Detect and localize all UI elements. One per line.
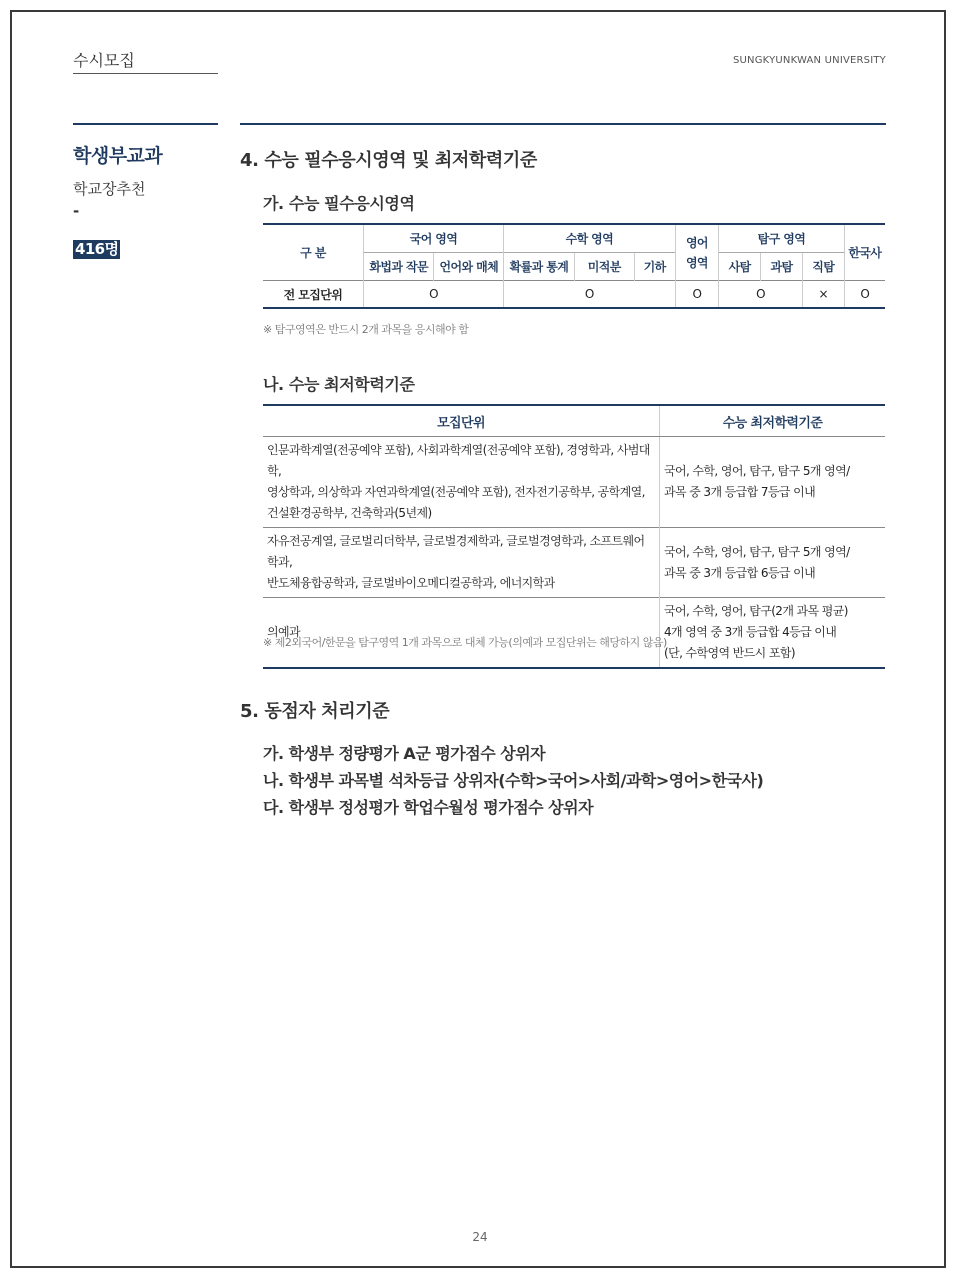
col-inquiry-sub-3: 직탐 — [802, 253, 844, 281]
section-label: 수시모집 — [73, 51, 135, 70]
col-math-sub-2: 미적분 — [574, 253, 634, 281]
unit-cell — [263, 437, 660, 528]
row-label: 전 모집단위 — [263, 281, 363, 309]
criteria-line: 과목 중 3개 등급합 7등급 이내 — [664, 485, 816, 499]
unit-line: 영상학과, 의상학과 자연과학계열(전공예약 포함), 전자전기공학부, 공학계열, — [267, 485, 645, 499]
section-5-title: 5. 동점자 처리기준 — [240, 701, 390, 722]
unit-cell — [263, 598, 660, 669]
col-inquiry-sub-1: 사탐 — [719, 253, 761, 281]
criteria-line: 과목 중 3개 등급합 6등급 이내 — [664, 565, 816, 580]
main-rule — [240, 123, 886, 125]
cell-korean: O — [363, 281, 503, 309]
section-label-underline — [73, 73, 218, 74]
col-inquiry-sub-2: 과탐 — [761, 253, 803, 281]
category-title: 학생부교과 — [73, 145, 163, 167]
col-english-line1: 영어 — [685, 236, 708, 250]
category-subtitle: 학교장추천 — [73, 180, 146, 198]
col-gubun: 구 분 — [300, 246, 326, 260]
page-number: 24 — [472, 1230, 488, 1244]
section-4-title: 4. 수능 필수응시영역 및 최저학력기준 — [240, 150, 537, 171]
quota-badge: 416명 — [75, 240, 119, 258]
col-criteria: 수능 최저학력기준 — [660, 405, 886, 437]
criteria-line: 국어, 수학, 영어, 탐구(2개 과목 평균) — [664, 604, 848, 618]
col-math-sub-3: 기하 — [634, 253, 675, 281]
note-a: ※ 탐구영역은 반드시 2개 과목을 응시해야 함 — [263, 323, 469, 336]
unit-line: 건설환경공학부, 건축학과(5년제) — [267, 506, 432, 520]
cell-inquiry-vocational: × — [802, 281, 844, 309]
col-math-sub-1: 확률과 통계 — [504, 253, 575, 281]
criteria-cell — [660, 528, 886, 598]
table-row — [263, 437, 885, 528]
criteria-line: (단, 수학영역 반드시 포함) — [664, 646, 795, 660]
category-rule — [73, 123, 218, 125]
unit-line: 의예과 — [267, 625, 300, 639]
tiebreak-item-3: 다. 학생부 정성평가 학업수월성 평가점수 상위자 — [263, 798, 594, 817]
university-name: SUNGKYUNKWAN UNIVERSITY — [732, 55, 886, 66]
cell-math: O — [504, 281, 675, 309]
col-korean-sub-1: 화법과 작문 — [363, 253, 434, 281]
col-english-line2: 영역 — [685, 256, 708, 270]
criteria-line: 4개 영역 중 3개 등급합 4등급 이내 — [664, 625, 837, 639]
unit-cell — [263, 528, 660, 598]
unit-line: 반도체융합공학과, 글로벌바이오메디컬공학과, 에너지학과 — [267, 576, 555, 590]
col-inquiry: 탐구 영역 — [719, 224, 844, 253]
unit-line: 자유전공계열, 글로벌리더학부, 글로벌경제학과, 글로벌경영학과, 소프트웨어학과, — [267, 534, 645, 569]
col-math: 수학 영역 — [504, 224, 675, 253]
section-4b-title: 나. 수능 최저학력기준 — [263, 375, 415, 394]
cell-history: O — [844, 281, 885, 309]
criteria-line: 국어, 수학, 영어, 탐구, 탐구 5개 영역/ — [664, 544, 850, 559]
cell-english: O — [675, 281, 719, 309]
col-history: 한국사 — [844, 224, 885, 281]
note-b: ※ 제2외국어/한문을 탐구영역 1개 과목으로 대체 가능(의예과 모집단위는 해당하지 않음) — [263, 636, 667, 649]
tiebreak-item-2: 나. 학생부 과목별 석차등급 상위자(수학>국어>사회/과학>영어>한국사) — [263, 771, 764, 790]
cell-inquiry-social-science: O — [719, 281, 803, 309]
col-english — [675, 224, 719, 281]
col-korean: 국어 영역 — [363, 224, 503, 253]
section-4a-title: 가. 수능 필수응시영역 — [263, 194, 415, 213]
criteria-cell — [660, 437, 886, 528]
minimum-criteria-table — [263, 404, 885, 669]
col-unit: 모집단위 — [263, 405, 660, 437]
col-korean-sub-2: 언어와 매체 — [434, 253, 504, 281]
criteria-line: 국어, 수학, 영어, 탐구, 탐구 5개 영역/ — [664, 464, 850, 478]
category-dash: - — [73, 202, 80, 220]
unit-line: 인문과학계열(전공예약 포함), 사회과학계열(전공예약 포함), 경영학과, 사범대학, — [267, 443, 650, 478]
required-areas-table — [263, 223, 885, 309]
table-row — [263, 598, 885, 669]
criteria-cell — [660, 598, 886, 669]
tiebreak-item-1: 가. 학생부 정량평가 A군 평가점수 상위자 — [263, 744, 546, 763]
table-row — [263, 528, 885, 598]
